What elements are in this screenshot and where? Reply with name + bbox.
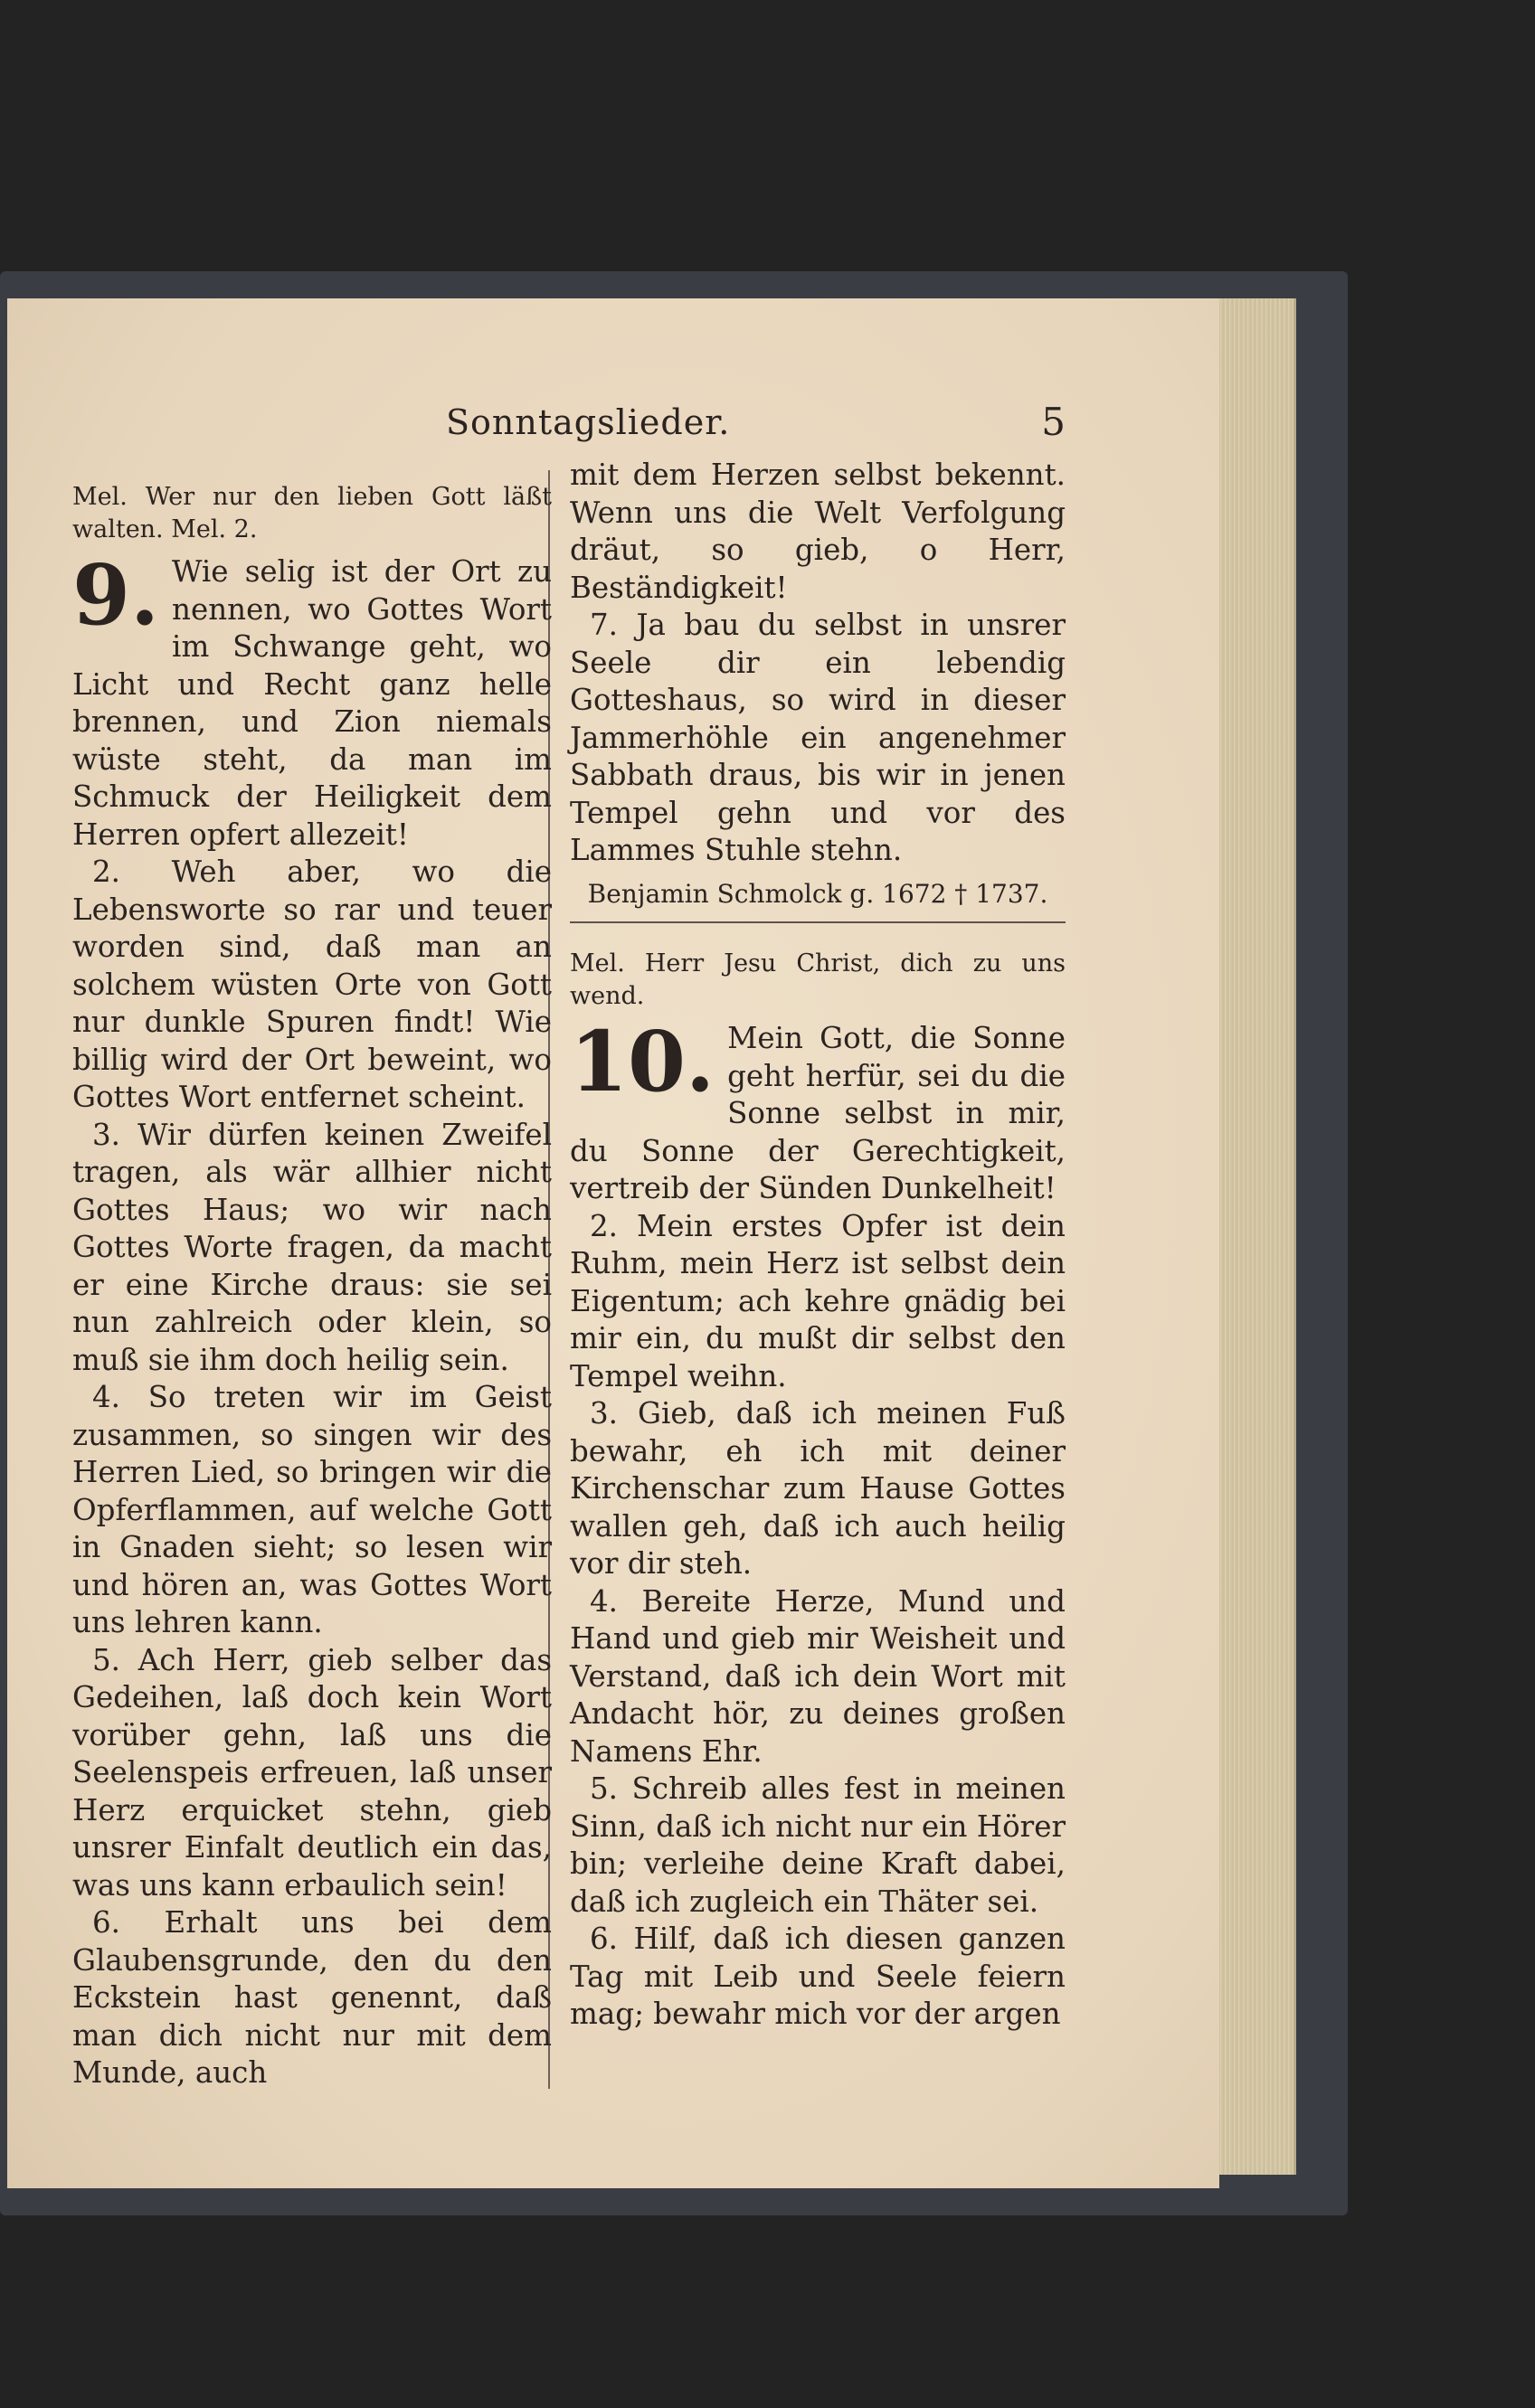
hymn-9-verse-7: 7. Ja bau du selbst in unsrer Seele dir ein lebendig Gotteshaus, so wird in dieser Jammerhöhle ein angenehmer Sabbath draus, bis wir in jenen Tempel gehn und vor des Lammes Stuhle stehn. <box>570 608 1066 867</box>
left-column <box>72 457 552 2092</box>
running-title: Sonntagslieder. <box>446 402 731 442</box>
hymn-separator <box>570 921 1066 923</box>
hymn-9-continuation: mit dem Herzen selbst bekennt. Wenn uns die Welt Verfolgung dräut, so gieb, o Herr, Beständigkeit! <box>570 458 1066 605</box>
hymn-9-author: Benjamin Schmolck g. 1672 † 1737. <box>587 878 1048 909</box>
hymn-10-verse-3: 3. Gieb, daß ich meinen Fuß bewahr, eh ich mit deiner Kirchenschar zum Hause Gottes wallen geh, daß ich auch heilig vor dir steh. <box>570 1396 1066 1581</box>
book-page <box>7 298 1219 2188</box>
hymn-9-verse-5: 5. Ach Herr, gieb selber das Gedeihen, laß doch kein Wort vorüber gehn, laß uns die Seelenspeis erfreuen, laß unser Herz erquicket stehn, gieb unsrer Einfalt deutlich ein das, was uns kann erbaulich sein! <box>72 1642 552 1903</box>
hymn-9-verse-3: 3. Wir dürfen keinen Zweifel tragen, als wär allhier nicht Gottes Haus; wo wir nach Gottes Worte fragen, da macht er eine Kirche draus: sie sei nun zahlreich oder klein, so muß sie ihm doch heilig sein. <box>72 1117 552 1377</box>
hymn-9-verse-1: Wie selig ist der Ort zu nennen, wo Gottes Wort im Schwange geht, wo Licht und Recht ganz helle brennen, und Zion niemals wüste steht, da man im Schmuck der Heiligkeit dem Herren opfert allezeit! <box>72 554 552 852</box>
hymn-10-number: 10. <box>570 1013 715 1110</box>
page-number: 5 <box>1041 400 1066 444</box>
hymn-9-verse-4: 4. So treten wir im Geist zusammen, so singen wir des Herren Lied, so bringen wir die Opferflammen, auf welche Gott in Gnaden sieht; so lesen wir und hören an, was Gottes Wort uns lehren kann. <box>72 1380 552 1639</box>
hymn-10-melody: Mel. Herr Jesu Christ, dich zu uns wend. <box>570 949 1066 1010</box>
hymn-9-verse-6: 6. Erhalt uns bei dem Glaubensgrunde, den du den Eckstein hast genennt, daß man dich nicht nur mit dem Munde, auch <box>72 1905 552 2090</box>
hymn-10-verse-4: 4. Bereite Herze, Mund und Hand und gieb mir Weisheit und Verstand, daß ich dein Wort mit Andacht hör, zu deines großen Namens Ehr. <box>570 1583 1066 1769</box>
hymn-10-verse-1: Mein Gott, die Sonne geht herfür, sei du die Sonne selbst in mir, du Sonne der Gerechtigkeit, vertreib der Sünden Dunkelheit! <box>570 1021 1066 1205</box>
hymn-10-verse-5: 5. Schreib alles fest in meinen Sinn, daß ich nicht nur ein Hörer bin; verleihe deine Kraft dabei, daß ich zugleich ein Thäter sei. <box>570 1771 1066 1919</box>
page-edges <box>1208 298 1296 2175</box>
hymn-10 <box>570 1013 1066 2034</box>
hymn-10-verse-6: 6. Hilf, daß ich diesen ganzen Tag mit Leib und Seele feiern mag; bewahr mich vor der argen <box>570 1922 1066 2031</box>
hymn-9-number: 9. <box>72 546 160 644</box>
hymn-9-verse-2: 2. Weh aber, wo die Lebensworte so rar und teuer worden sind, daß man an solchem wüsten Orte von Gott nur dunkle Spuren findt! Wie billig wird der Ort beweint, wo Gottes Wort entfernet scheint. <box>72 855 552 1114</box>
hymn-10-verse-2: 2. Mein erstes Opfer ist dein Ruhm, mein Herz ist selbst dein Eigentum; ach kehre gnädig bei mir ein, du mußt dir selbst den Tempel weihn. <box>570 1208 1066 1393</box>
hymn-9 <box>72 546 552 2092</box>
hymn-9-melody: Mel. Wer nur den lieben Gott läßt walten. Mel. 2. <box>72 483 552 543</box>
right-column <box>570 457 1066 2034</box>
